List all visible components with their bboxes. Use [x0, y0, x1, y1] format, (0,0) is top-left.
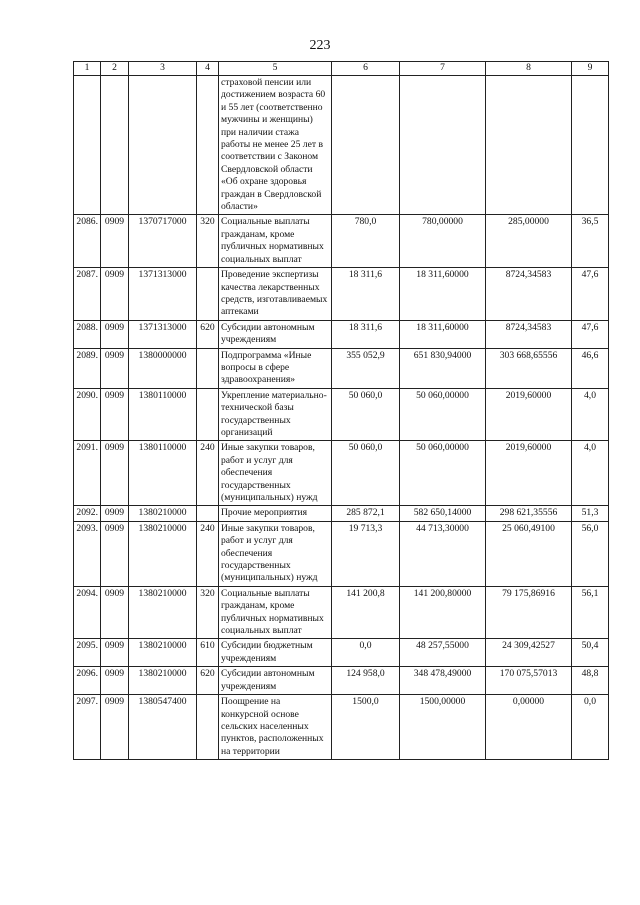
- target-code: 1371313000: [129, 268, 197, 321]
- item-name: Субсидии бюджетным учреждениям: [219, 639, 332, 667]
- section-code: 0909: [101, 667, 129, 695]
- executed-amount: 24 309,42527: [486, 639, 572, 667]
- section-code: 0909: [101, 268, 129, 321]
- expense-type: [197, 695, 219, 760]
- item-name: Подпрограмма «Иные вопросы в сфере здравоохранения»: [219, 348, 332, 388]
- planned-amount: 285 872,1: [332, 506, 400, 521]
- section-code: 0909: [101, 348, 129, 388]
- planned-amount: 355 052,9: [332, 348, 400, 388]
- planned-amount: 50 060,0: [332, 441, 400, 506]
- approved-amount: 348 478,49000: [400, 667, 486, 695]
- execution-percent: 47,6: [572, 320, 609, 348]
- target-code: 1380210000: [129, 586, 197, 639]
- target-code: 1380210000: [129, 506, 197, 521]
- expense-type: [197, 506, 219, 521]
- planned-amount: 141 200,8: [332, 586, 400, 639]
- target-code: 1380210000: [129, 667, 197, 695]
- planned-amount: 50 060,0: [332, 388, 400, 441]
- section-code: 0909: [101, 521, 129, 586]
- row-number: 2095.: [74, 639, 101, 667]
- table-row: [74, 695, 609, 760]
- table-row: [74, 639, 609, 667]
- executed-amount: 0,00000: [486, 695, 572, 760]
- table-row: [74, 268, 609, 321]
- executed-amount: 25 060,49100: [486, 521, 572, 586]
- executed-amount: 170 075,57013: [486, 667, 572, 695]
- expense-type: 240: [197, 521, 219, 586]
- item-name: Субсидии автономным учреждениям: [219, 320, 332, 348]
- execution-percent: 50,4: [572, 639, 609, 667]
- continuation-row: [74, 76, 609, 215]
- execution-percent: 4,0: [572, 388, 609, 441]
- expense-type: 320: [197, 215, 219, 268]
- executed-amount: 8724,34583: [486, 268, 572, 321]
- approved-amount: 1500,00000: [400, 695, 486, 760]
- target-code: 1371313000: [129, 320, 197, 348]
- row-number: 2092.: [74, 506, 101, 521]
- section-code: 0909: [101, 215, 129, 268]
- target-code: 1380210000: [129, 521, 197, 586]
- approved-amount: 18 311,60000: [400, 320, 486, 348]
- executed-amount: 285,00000: [486, 215, 572, 268]
- approved-amount: 18 311,60000: [400, 268, 486, 321]
- expense-type: 320: [197, 586, 219, 639]
- execution-percent: 0,0: [572, 695, 609, 760]
- execution-percent: 51,3: [572, 506, 609, 521]
- expense-type: 240: [197, 441, 219, 506]
- item-name: Укрепление материально-технической базы государственных организаций: [219, 388, 332, 441]
- execution-percent: 4,0: [572, 441, 609, 506]
- row-number: 2086.: [74, 215, 101, 268]
- target-code: 1380110000: [129, 441, 197, 506]
- col-header: 9: [572, 62, 609, 76]
- table-row: [74, 215, 609, 268]
- executed-amount: 8724,34583: [486, 320, 572, 348]
- col-header: 6: [332, 62, 400, 76]
- planned-amount: 780,0: [332, 215, 400, 268]
- planned-amount: 18 311,6: [332, 320, 400, 348]
- execution-percent: 47,6: [572, 268, 609, 321]
- col-header: 5: [219, 62, 332, 76]
- approved-amount: 44 713,30000: [400, 521, 486, 586]
- item-name: Прочие мероприятия: [219, 506, 332, 521]
- executed-amount: 298 621,35556: [486, 506, 572, 521]
- expense-type: [197, 268, 219, 321]
- executed-amount: 303 668,65556: [486, 348, 572, 388]
- row-number: 2097.: [74, 695, 101, 760]
- approved-amount: 780,00000: [400, 215, 486, 268]
- row-number: 2090.: [74, 388, 101, 441]
- expense-type: 610: [197, 639, 219, 667]
- section-code: 0909: [101, 320, 129, 348]
- section-code: 0909: [101, 388, 129, 441]
- section-code: 0909: [101, 506, 129, 521]
- target-code: 1370717000: [129, 215, 197, 268]
- col-header: 1: [74, 62, 101, 76]
- table-row: [74, 521, 609, 586]
- planned-amount: 124 958,0: [332, 667, 400, 695]
- execution-percent: 56,0: [572, 521, 609, 586]
- approved-amount: 50 060,00000: [400, 388, 486, 441]
- target-code: 1380110000: [129, 388, 197, 441]
- col-header: 3: [129, 62, 197, 76]
- expense-type: 620: [197, 320, 219, 348]
- planned-amount: 18 311,6: [332, 268, 400, 321]
- table-row: [74, 667, 609, 695]
- planned-amount: 1500,0: [332, 695, 400, 760]
- target-code: 1380000000: [129, 348, 197, 388]
- section-code: 0909: [101, 441, 129, 506]
- item-name: Социальные выплаты гражданам, кроме публичных нормативных социальных выплат: [219, 215, 332, 268]
- table-row: [74, 388, 609, 441]
- executed-amount: 2019,60000: [486, 388, 572, 441]
- row-number: 2096.: [74, 667, 101, 695]
- item-name: Социальные выплаты гражданам, кроме публичных нормативных социальных выплат: [219, 586, 332, 639]
- row-number: 2091.: [74, 441, 101, 506]
- section-code: 0909: [101, 639, 129, 667]
- item-name: Субсидии автономным учреждениям: [219, 667, 332, 695]
- col-header: 7: [400, 62, 486, 76]
- planned-amount: 0,0: [332, 639, 400, 667]
- col-header: 8: [486, 62, 572, 76]
- table-row: [74, 506, 609, 521]
- col-header: 2: [101, 62, 129, 76]
- execution-percent: 56,1: [572, 586, 609, 639]
- row-number: 2088.: [74, 320, 101, 348]
- execution-percent: 46,6: [572, 348, 609, 388]
- executed-amount: 2019,60000: [486, 441, 572, 506]
- execution-percent: 48,8: [572, 667, 609, 695]
- expense-type: [197, 388, 219, 441]
- expense-type: 620: [197, 667, 219, 695]
- target-code: 1380210000: [129, 639, 197, 667]
- table-row: [74, 441, 609, 506]
- target-code: 1380547400: [129, 695, 197, 760]
- item-name: Иные закупки товаров, работ и услуг для обеспечения государственных (муниципальных) нужд: [219, 521, 332, 586]
- budget-table: [73, 61, 609, 760]
- executed-amount: 79 175,86916: [486, 586, 572, 639]
- table-row: [74, 320, 609, 348]
- section-code: 0909: [101, 695, 129, 760]
- row-number: 2094.: [74, 586, 101, 639]
- item-name: Иные закупки товаров, работ и услуг для обеспечения государственных (муниципальных) нужд: [219, 441, 332, 506]
- row-number: 2087.: [74, 268, 101, 321]
- planned-amount: 19 713,3: [332, 521, 400, 586]
- section-code: 0909: [101, 586, 129, 639]
- item-name: Проведение экспертизы качества лекарственных средств, изготавливаемых аптеками: [219, 268, 332, 321]
- expense-type: [197, 348, 219, 388]
- approved-amount: 582 650,14000: [400, 506, 486, 521]
- table-row: [74, 348, 609, 388]
- approved-amount: 141 200,80000: [400, 586, 486, 639]
- approved-amount: 50 060,00000: [400, 441, 486, 506]
- execution-percent: 36,5: [572, 215, 609, 268]
- row-number: 2089.: [74, 348, 101, 388]
- header-row: [74, 62, 609, 76]
- col-header: 4: [197, 62, 219, 76]
- table-row: [74, 586, 609, 639]
- page-number: 223: [309, 38, 331, 53]
- approved-amount: 651 830,94000: [400, 348, 486, 388]
- approved-amount: 48 257,55000: [400, 639, 486, 667]
- item-name: Поощрение на конкурсной основе сельских населенных пунктов, расположенных на территории: [219, 695, 332, 760]
- row-number: 2093.: [74, 521, 101, 586]
- continuation-text: страховой пенсии или достижением возраста 60 и 55 лет (соответственно мужчины и женщины) при наличии стажа работы не менее 25 лет в соответствии с Законом Свердловской области «Об охране здоровья граждан в Свердловской области»: [219, 76, 332, 215]
